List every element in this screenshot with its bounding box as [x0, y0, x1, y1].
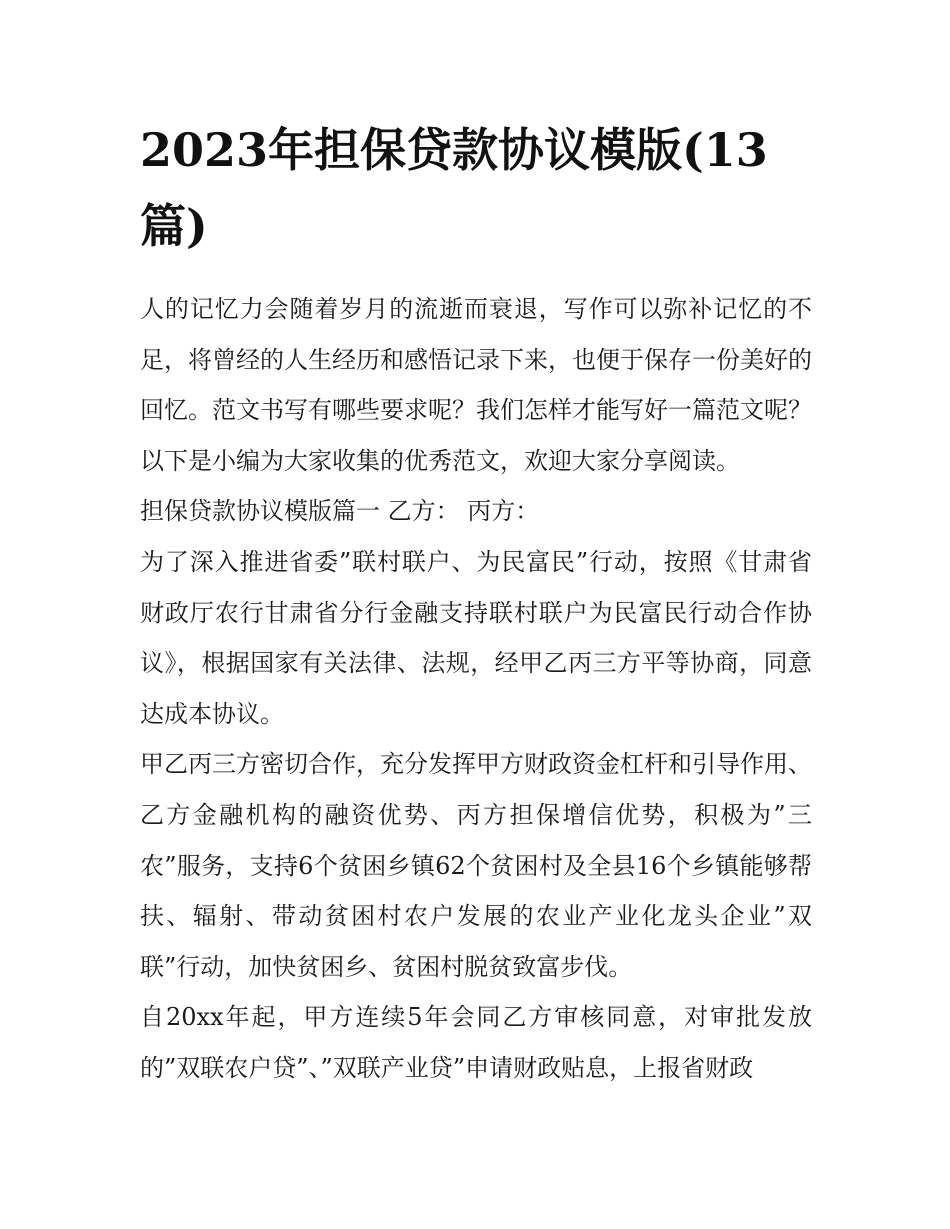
document-title: 2023年担保贷款协议模版(13篇) — [140, 123, 768, 253]
paragraph-section-heading: 担保贷款协议模版篇一 乙方： 丙方： — [140, 497, 540, 526]
document-body — [140, 112, 812, 1094]
paragraph-cooperation: 甲乙丙三方密切合作，充分发挥甲方财政资金杠杆和引导作用、乙方金融机构的融资优势、丙方担保增信优势，积极为”三农”服务，支持6个贫困乡镇62个贫困村及全县16个乡镇能够帮扶、辐射、带动贫困村农户发展的农业产业化龙头企业”双联”行动，加快贫困乡、贫困村脱贫致富步伐。 — [140, 750, 812, 981]
paragraph-intro: 人的记忆力会随着岁月的流逝而衰退，写作可以弥补记忆的不足，将曾经的人生经历和感悟记录下来，也便于保存一份美好的回忆。范文书写有哪些要求呢？我们怎样才能写好一篇范文呢？以下是小编为大家收集的优秀范文，欢迎大家分享阅读。 — [140, 295, 812, 475]
paragraph-subsidy: 自20xx年起，甲方连续5年会同乙方审核同意，对审批发放的”双联农户贷”、”双联产业贷”申请财政贴息，上报省财政 — [140, 1003, 812, 1082]
paragraph-purpose: 为了深入推进省委”联村联户、为民富民”行动，按照《甘肃省财政厅农行甘肃省分行金融支持联村联户为民富民行动合作协议》，根据国家有关法律、法规，经甲乙丙三方平等协商，同意达成本协议。 — [140, 547, 812, 728]
